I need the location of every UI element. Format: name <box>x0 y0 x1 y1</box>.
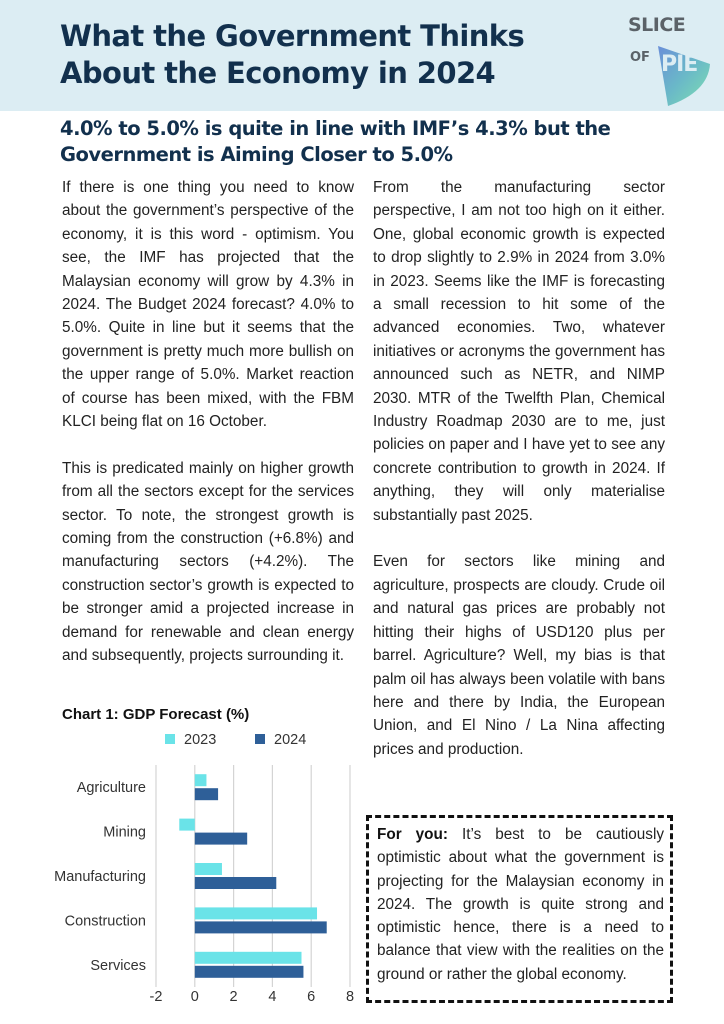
gdp-forecast-chart <box>0 725 365 1015</box>
left-column <box>62 176 354 691</box>
right-paragraph-1: From the manufacturing sector perspective, I am not too high on it either. One, global economic growth is expected to drop slightly to 2.9% in 2024 from 3.0% in 2023. Seems like the IMF is forecasting a small recession to hit some of the advanced economies. Two, whatever initiatives or acronyms the government has announced such as NETR, and NIMP 2030. MTR of the Twelfth Plan, Chemical Industry Roadmap 2030 are to me, just policies on paper and I have yet to see any concrete contribution to growth in 2024. If anything, they will only materialise substantially past 2025. <box>373 179 665 524</box>
logo-text-slice: SLICE <box>628 14 686 36</box>
logo-text-of: OF <box>630 50 650 65</box>
section-heading-line-1: 4.0% to 5.0% is quite in line with IMF’s 4.3% but the <box>60 117 611 140</box>
bar-mining-2023 <box>179 819 195 831</box>
bar-agriculture-2024 <box>195 788 218 800</box>
bar-manufacturing-2024 <box>195 877 276 889</box>
category-label: Construction <box>64 913 146 930</box>
x-tick-label: -2 <box>149 989 163 1005</box>
left-paragraph-1: If there is one thing you need to know about the government’s perspective of the economy, it is this word - optimism. You see, the IMF has projected that the Malaysian economy will grow by 4.3% in 2024. The Budget 2024 forecast? 4.0% to 5.0%. Quite in line but it seems that the government is pretty much more bullish on the upper range of 5.0%. Market reaction of course has been mixed, with the FBM KLCI being flat on 16 October. <box>62 179 354 431</box>
callout-label: For you: <box>377 826 448 843</box>
x-tick-label: 2 <box>229 989 238 1005</box>
bar-mining-2024 <box>195 833 247 845</box>
bar-construction-2023 <box>195 907 317 919</box>
legend-label-2023: 2023 <box>184 732 217 748</box>
bar-manufacturing-2023 <box>195 863 222 875</box>
bar-construction-2024 <box>195 921 327 933</box>
x-tick-label: 6 <box>307 989 316 1005</box>
slice-of-pie-logo <box>620 12 720 102</box>
legend-swatch-2024 <box>255 734 265 744</box>
category-label: Manufacturing <box>54 869 146 885</box>
for-you-callout-box <box>366 815 673 1003</box>
section-heading-line-2: Government is Aiming Closer to 5.0% <box>60 143 453 166</box>
category-label: Agriculture <box>76 780 146 797</box>
section-heading <box>60 116 680 168</box>
page-title <box>60 18 580 92</box>
page-title-line-2: About the Economy in 2024 <box>60 56 496 90</box>
category-label: Mining <box>103 824 146 841</box>
chart-title: Chart 1: GDP Forecast (%) <box>62 706 250 723</box>
left-paragraph-2: This is predicated mainly on higher growth from all the sectors except for the services sector. To note, the strongest growth is coming from the construction (+6.8%) and manufacturing sectors (+4.2%). The construction sector’s growth is expected to be stronger amid a projected increase in demand for renewable and clean energy and subsequently, projects surrounding it. <box>62 459 354 665</box>
legend-label-2024: 2024 <box>274 732 307 748</box>
right-paragraph-2: Even for sectors like mining and agriculture, prospects are cloudy. Crude oil and natural gas prices are probably not hitting their highs of USD120 plus per barrel. Agriculture? Well, my bias is that palm oil has always been volatile with bans here and there by India, the European Union, and El Nino / La Nina affecting prices and production. <box>373 553 665 758</box>
right-column <box>373 176 665 785</box>
header-banner <box>0 0 724 111</box>
bar-agriculture-2023 <box>195 774 207 786</box>
x-tick-label: 4 <box>268 989 277 1005</box>
x-tick-label: 8 <box>345 989 355 1005</box>
logo-text-pie: PIE <box>661 52 698 77</box>
callout-text: It’s best to be cautiously optimistic about what the government is projecting for the Malaysian economy in 2024. The growth is quite strong and optimistic hence, there is a need to balance that view with the realities on the ground or rather the global economy. <box>377 826 664 983</box>
page-title-line-1: What the Government Thinks <box>60 19 525 53</box>
legend-swatch-2023 <box>165 734 175 744</box>
bar-services-2023 <box>195 952 302 964</box>
category-label: Services <box>90 957 146 974</box>
x-tick-label: 0 <box>190 989 199 1005</box>
bar-services-2024 <box>195 966 304 978</box>
